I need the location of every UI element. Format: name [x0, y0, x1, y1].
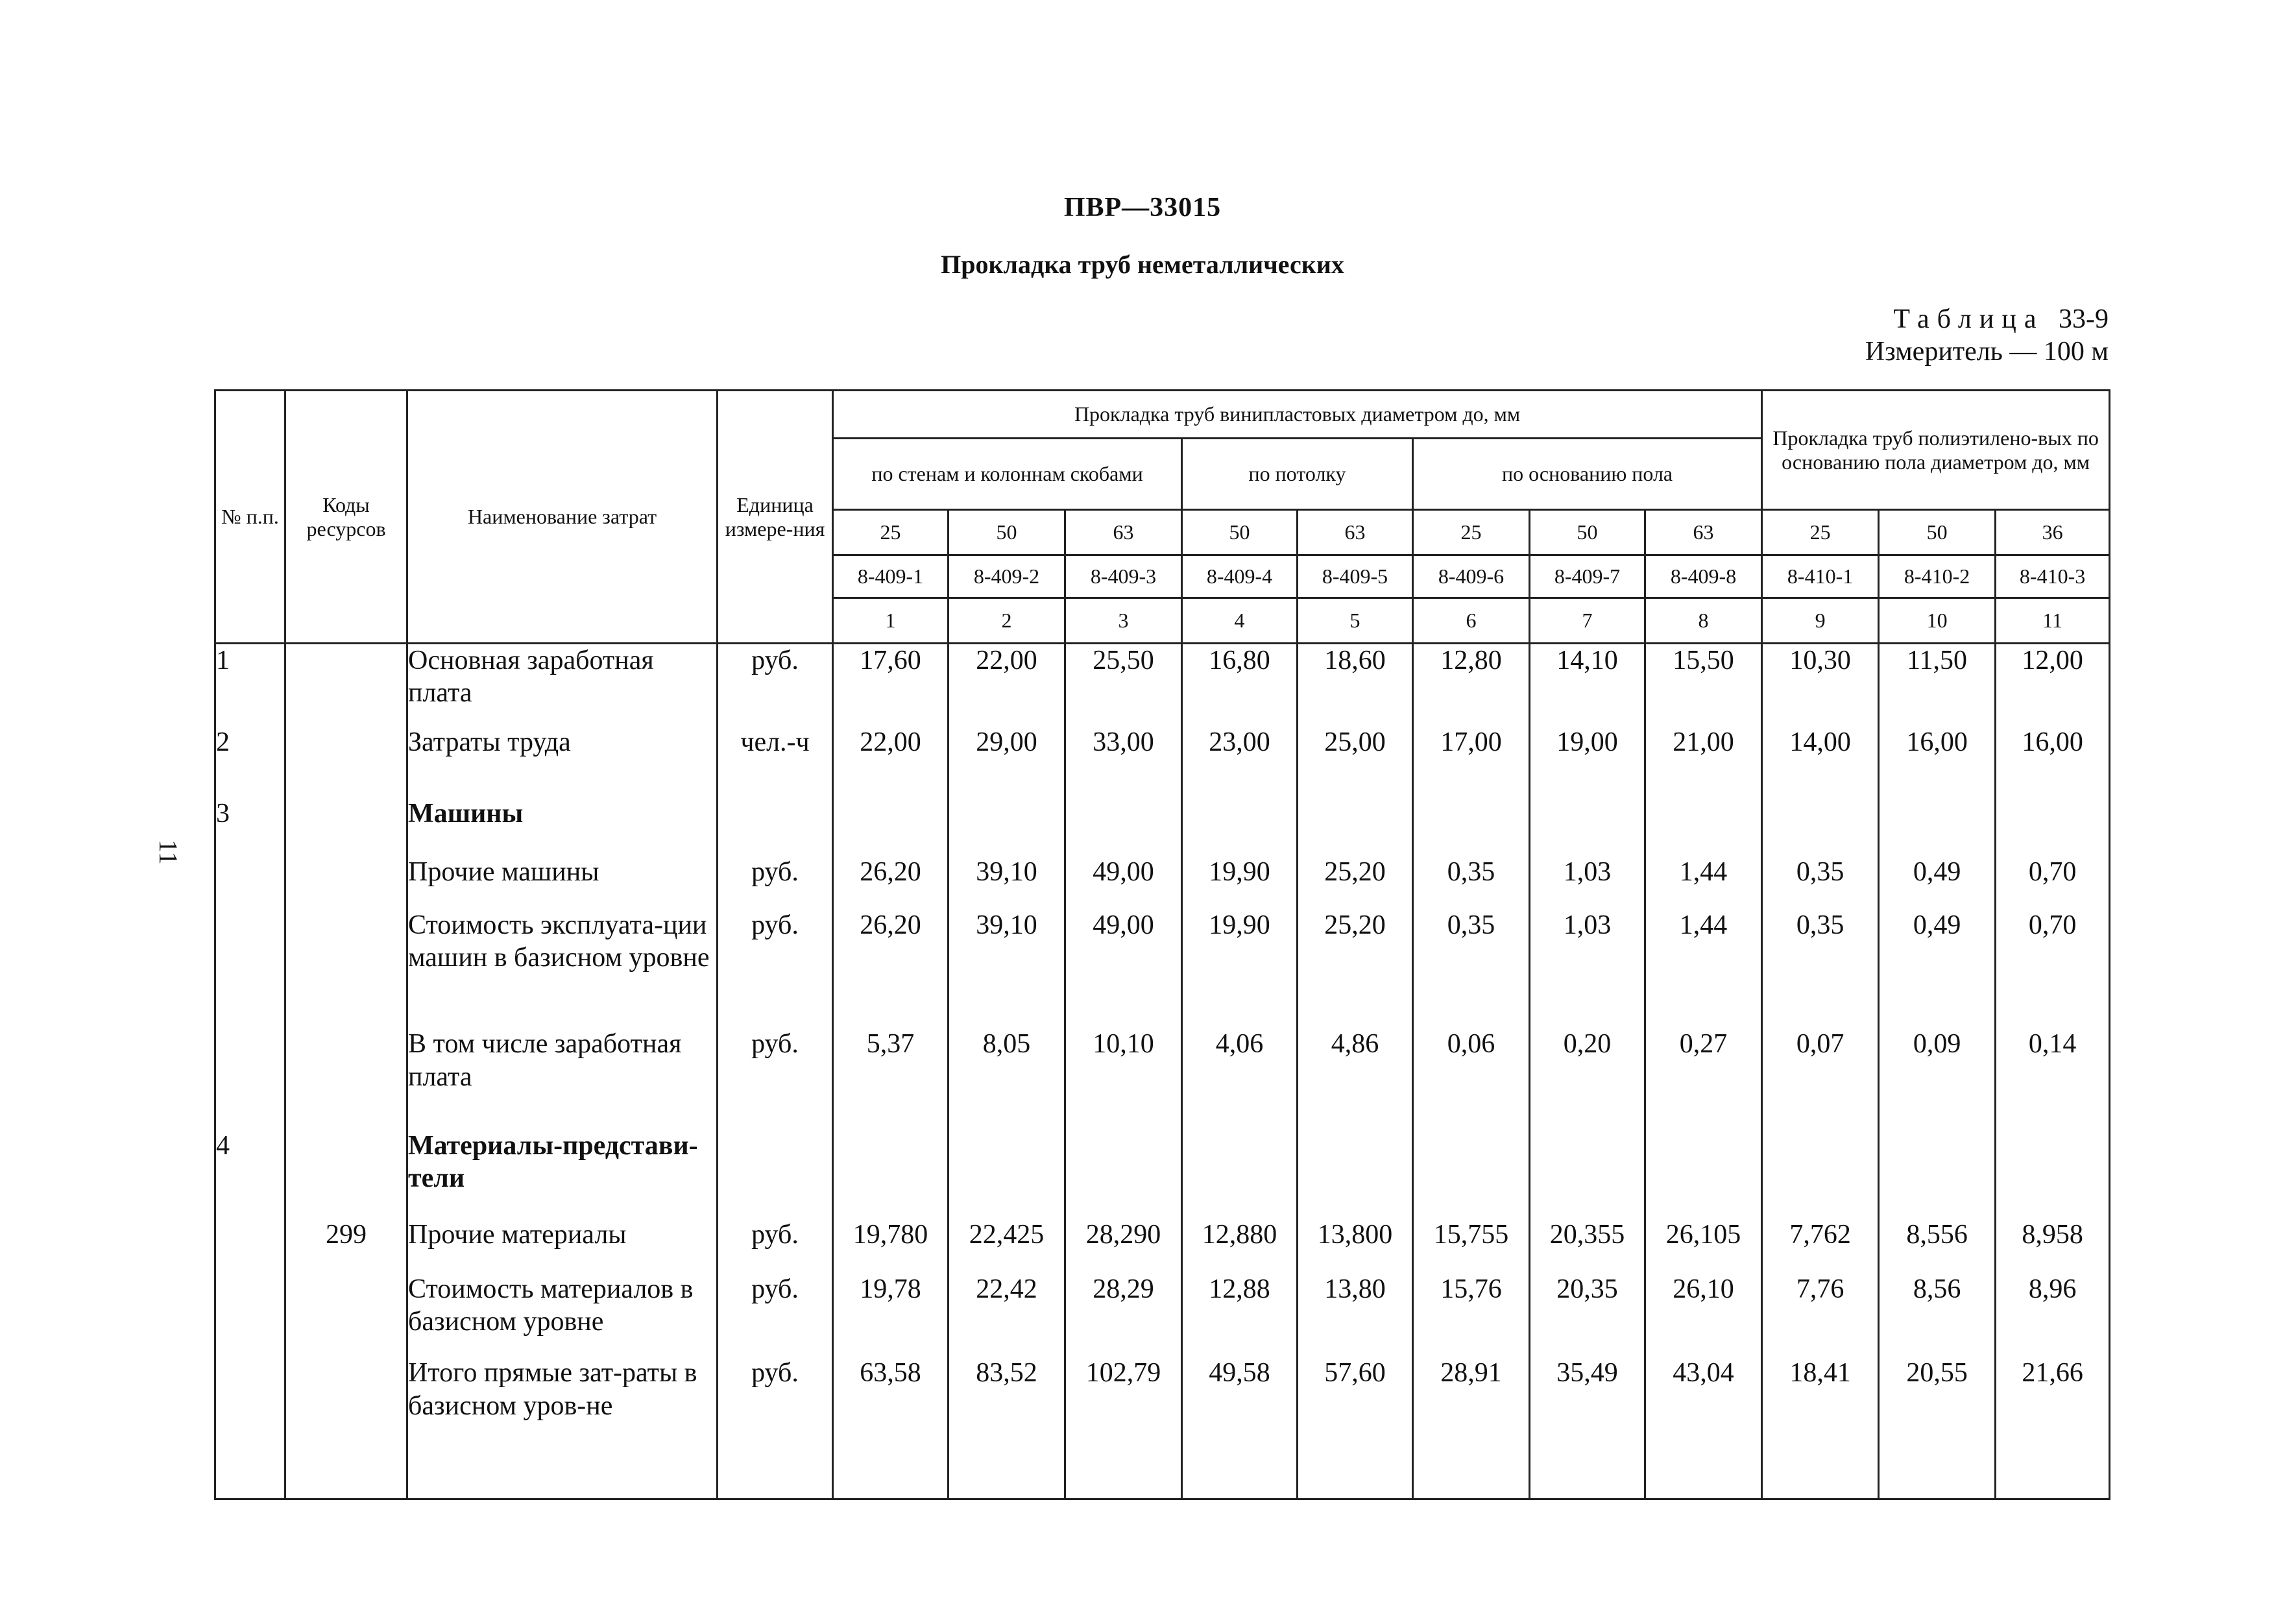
value-cell: 43,04	[1645, 1357, 1762, 1499]
value-cell: 39,10	[949, 909, 1065, 1028]
value-cell: 16,00	[1996, 726, 2110, 798]
unit-cell: руб.	[718, 909, 833, 1028]
resource-code-cell	[285, 1273, 407, 1357]
resource-code-cell	[285, 726, 407, 798]
table-header	[215, 391, 2110, 644]
cost-table	[214, 389, 2110, 1500]
document-title: Прокладка труб неметаллических	[941, 250, 1344, 279]
cost-name-cell: Основная заработная плата	[407, 644, 718, 726]
value-cell: 12,88	[1182, 1273, 1298, 1357]
value-cell	[1645, 797, 1762, 856]
table-row	[215, 1028, 2110, 1130]
value-cell: 28,290	[1065, 1218, 1182, 1272]
cost-name-cell: Прочие машины	[407, 856, 718, 908]
value-cell: 19,90	[1182, 856, 1298, 908]
value-cell: 29,00	[949, 726, 1065, 798]
diameter-cell: 36	[1996, 510, 2110, 555]
cost-name-cell: Итого прямые зат-раты в базисном уров-не	[407, 1357, 718, 1499]
value-cell: 28,91	[1413, 1357, 1530, 1499]
unit-cell: руб.	[718, 644, 833, 726]
resource-code-cell	[285, 1130, 407, 1219]
value-cell: 22,425	[949, 1218, 1065, 1272]
group-header-poly: Прокладка труб полиэтилено-вых по основанию пола диаметром до, мм	[1762, 391, 2110, 510]
norm-code-cell: 8-409-7	[1530, 555, 1645, 598]
value-cell: 18,41	[1762, 1357, 1879, 1499]
column-number-cell: 2	[949, 598, 1065, 644]
column-number-cell: 5	[1298, 598, 1413, 644]
value-cell: 7,762	[1762, 1218, 1879, 1272]
value-cell: 8,96	[1996, 1273, 2110, 1357]
value-cell: 5,37	[833, 1028, 949, 1130]
resource-code-cell	[285, 797, 407, 856]
value-cell: 17,60	[833, 644, 949, 726]
unit-cell: руб.	[718, 856, 833, 908]
value-cell: 22,00	[833, 726, 949, 798]
value-cell	[1298, 1130, 1413, 1219]
table-number-value: 33-9	[2059, 304, 2109, 334]
value-cell: 13,80	[1298, 1273, 1413, 1357]
norm-code-cell: 8-409-6	[1413, 555, 1530, 598]
value-cell: 25,20	[1298, 856, 1413, 908]
table-row	[215, 1273, 2110, 1357]
value-cell: 25,00	[1298, 726, 1413, 798]
table-row	[215, 644, 2110, 726]
cost-name-cell: Затраты труда	[407, 726, 718, 798]
value-cell: 19,90	[1182, 909, 1298, 1028]
resource-code-cell	[285, 856, 407, 908]
value-cell	[1645, 1130, 1762, 1219]
value-cell	[1530, 1130, 1645, 1219]
norm-code-cell: 8-410-2	[1879, 555, 1996, 598]
norm-code-cell: 8-409-1	[833, 555, 949, 598]
measure-unit: Измеритель — 100 м	[1865, 337, 2109, 367]
value-cell: 25,50	[1065, 644, 1182, 726]
col-header-no: № п.п.	[215, 391, 285, 644]
resource-code-cell	[285, 1357, 407, 1499]
value-cell: 49,58	[1182, 1357, 1298, 1499]
column-number-cell: 8	[1645, 598, 1762, 644]
page-number: 11	[153, 840, 183, 865]
column-number-cell: 1	[833, 598, 949, 644]
table-row	[215, 856, 2110, 908]
column-number-cell: 3	[1065, 598, 1182, 644]
value-cell	[1182, 1130, 1298, 1219]
value-cell	[1762, 1130, 1879, 1219]
value-cell: 35,49	[1530, 1357, 1645, 1499]
diameter-cell: 63	[1645, 510, 1762, 555]
diameter-cell: 25	[1413, 510, 1530, 555]
resource-code-cell	[285, 909, 407, 1028]
value-cell: 0,14	[1996, 1028, 2110, 1130]
norm-code-cell: 8-410-1	[1762, 555, 1879, 598]
value-cell	[1065, 1130, 1182, 1219]
value-cell: 19,78	[833, 1273, 949, 1357]
table-row	[215, 1130, 2110, 1219]
column-number-cell: 9	[1762, 598, 1879, 644]
value-cell	[1996, 797, 2110, 856]
table-number	[1893, 304, 2109, 335]
table-row	[215, 726, 2110, 798]
row-index-cell	[215, 1273, 285, 1357]
value-cell: 0,07	[1762, 1028, 1879, 1130]
value-cell: 0,35	[1413, 909, 1530, 1028]
value-cell: 0,06	[1413, 1028, 1530, 1130]
value-cell: 20,355	[1530, 1218, 1645, 1272]
value-cell	[1413, 1130, 1530, 1219]
diameter-cell: 50	[949, 510, 1065, 555]
value-cell: 0,49	[1879, 856, 1996, 908]
value-cell: 11,50	[1879, 644, 1996, 726]
unit-cell	[718, 1130, 833, 1219]
column-number-cell: 4	[1182, 598, 1298, 644]
row-index-cell	[215, 909, 285, 1028]
value-cell: 8,556	[1879, 1218, 1996, 1272]
value-cell: 15,50	[1645, 644, 1762, 726]
row-index-cell	[215, 1357, 285, 1499]
value-cell	[1879, 797, 1996, 856]
value-cell: 14,10	[1530, 644, 1645, 726]
table-number-label: Таблица	[1893, 304, 2044, 334]
value-cell: 102,79	[1065, 1357, 1182, 1499]
row-index-cell: 1	[215, 644, 285, 726]
col-header-unit: Единица измере-ния	[718, 391, 833, 644]
cost-name-cell: Стоимость материалов в базисном уровне	[407, 1273, 718, 1357]
value-cell: 26,20	[833, 909, 949, 1028]
norm-code-cell: 8-409-8	[1645, 555, 1762, 598]
unit-cell: руб.	[718, 1218, 833, 1272]
value-cell	[1182, 797, 1298, 856]
value-cell: 21,66	[1996, 1357, 2110, 1499]
value-cell: 19,780	[833, 1218, 949, 1272]
value-cell	[1413, 797, 1530, 856]
value-cell: 28,29	[1065, 1273, 1182, 1357]
value-cell: 63,58	[833, 1357, 949, 1499]
value-cell: 0,35	[1762, 856, 1879, 908]
row-index-cell	[215, 856, 285, 908]
norm-code-cell: 8-409-4	[1182, 555, 1298, 598]
table-row	[215, 909, 2110, 1028]
resource-code-cell	[285, 1028, 407, 1130]
subgroup-header-walls: по стенам и колоннам скобами	[833, 439, 1182, 510]
value-cell: 17,00	[1413, 726, 1530, 798]
diameter-cell: 63	[1065, 510, 1182, 555]
value-cell: 83,52	[949, 1357, 1065, 1499]
value-cell: 20,55	[1879, 1357, 1996, 1499]
norm-code-cell: 8-409-5	[1298, 555, 1413, 598]
value-cell: 20,35	[1530, 1273, 1645, 1357]
diameter-cell: 25	[833, 510, 949, 555]
col-header-name: Наименование затрат	[407, 391, 718, 644]
table-body	[215, 644, 2110, 1499]
norm-code-cell: 8-410-3	[1996, 555, 2110, 598]
resource-code-cell: 299	[285, 1218, 407, 1272]
value-cell: 8,05	[949, 1028, 1065, 1130]
value-cell: 19,00	[1530, 726, 1645, 798]
value-cell: 26,10	[1645, 1273, 1762, 1357]
value-cell: 16,00	[1879, 726, 1996, 798]
cost-name-cell: Прочие материалы	[407, 1218, 718, 1272]
table-row	[215, 1357, 2110, 1499]
column-number-cell: 10	[1879, 598, 1996, 644]
col-header-codes: Коды ресурсов	[285, 391, 407, 644]
value-cell: 0,27	[1645, 1028, 1762, 1130]
group-header-vinyl: Прокладка труб винипластовых диаметром до, мм	[833, 391, 1762, 439]
value-cell: 4,86	[1298, 1028, 1413, 1130]
value-cell: 8,958	[1996, 1218, 2110, 1272]
value-cell: 10,10	[1065, 1028, 1182, 1130]
diameter-cell: 25	[1762, 510, 1879, 555]
row-index-cell: 2	[215, 726, 285, 798]
value-cell	[949, 1130, 1065, 1219]
row-index-cell: 3	[215, 797, 285, 856]
value-cell: 1,03	[1530, 909, 1645, 1028]
value-cell: 0,70	[1996, 856, 2110, 908]
value-cell: 26,20	[833, 856, 949, 908]
value-cell: 16,80	[1182, 644, 1298, 726]
value-cell	[1530, 797, 1645, 856]
value-cell: 0,35	[1762, 909, 1879, 1028]
row-index-cell	[215, 1028, 285, 1130]
value-cell: 1,03	[1530, 856, 1645, 908]
table-row	[215, 1218, 2110, 1272]
cost-name-cell: В том числе заработная плата	[407, 1028, 718, 1130]
unit-cell	[718, 797, 833, 856]
value-cell: 21,00	[1645, 726, 1762, 798]
value-cell	[833, 1130, 949, 1219]
value-cell: 26,105	[1645, 1218, 1762, 1272]
value-cell: 33,00	[1065, 726, 1182, 798]
value-cell	[1996, 1130, 2110, 1219]
diameter-cell: 50	[1879, 510, 1996, 555]
value-cell: 0,35	[1413, 856, 1530, 908]
value-cell: 0,20	[1530, 1028, 1645, 1130]
value-cell: 49,00	[1065, 856, 1182, 908]
value-cell	[1065, 797, 1182, 856]
row-index-cell: 4	[215, 1130, 285, 1219]
unit-cell: руб.	[718, 1357, 833, 1499]
value-cell	[949, 797, 1065, 856]
value-cell: 12,880	[1182, 1218, 1298, 1272]
value-cell: 12,00	[1996, 644, 2110, 726]
value-cell: 14,00	[1762, 726, 1879, 798]
unit-cell: руб.	[718, 1028, 833, 1130]
value-cell: 18,60	[1298, 644, 1413, 726]
value-cell: 0,49	[1879, 909, 1996, 1028]
diameter-cell: 63	[1298, 510, 1413, 555]
value-cell: 23,00	[1182, 726, 1298, 798]
value-cell: 57,60	[1298, 1357, 1413, 1499]
diameter-cell: 50	[1182, 510, 1298, 555]
unit-cell: руб.	[718, 1273, 833, 1357]
value-cell: 4,06	[1182, 1028, 1298, 1130]
cost-name-cell: Машины	[407, 797, 718, 856]
column-number-cell: 7	[1530, 598, 1645, 644]
value-cell: 10,30	[1762, 644, 1879, 726]
cost-name-cell: Материалы-представи-тели	[407, 1130, 718, 1219]
value-cell: 1,44	[1645, 909, 1762, 1028]
value-cell	[833, 797, 949, 856]
subgroup-header-ceiling: по потолку	[1182, 439, 1413, 510]
row-index-cell	[215, 1218, 285, 1272]
value-cell: 39,10	[949, 856, 1065, 908]
unit-cell: чел.-ч	[718, 726, 833, 798]
value-cell: 7,76	[1762, 1273, 1879, 1357]
value-cell: 1,44	[1645, 856, 1762, 908]
value-cell: 49,00	[1065, 909, 1182, 1028]
norm-code-cell: 8-409-2	[949, 555, 1065, 598]
value-cell: 22,00	[949, 644, 1065, 726]
value-cell: 15,76	[1413, 1273, 1530, 1357]
value-cell	[1879, 1130, 1996, 1219]
subgroup-header-floor: по основанию пола	[1413, 439, 1762, 510]
value-cell	[1762, 797, 1879, 856]
value-cell	[1298, 797, 1413, 856]
document-code: ПВР—33015	[1063, 193, 1222, 223]
norm-code-cell: 8-409-3	[1065, 555, 1182, 598]
resource-code-cell	[285, 644, 407, 726]
value-cell: 22,42	[949, 1273, 1065, 1357]
value-cell: 15,755	[1413, 1218, 1530, 1272]
value-cell: 25,20	[1298, 909, 1413, 1028]
value-cell: 0,70	[1996, 909, 2110, 1028]
cost-name-cell: Стоимость эксплуата-ции машин в базисном уровне	[407, 909, 718, 1028]
value-cell: 8,56	[1879, 1273, 1996, 1357]
value-cell: 13,800	[1298, 1218, 1413, 1272]
column-number-cell: 11	[1996, 598, 2110, 644]
table-row	[215, 797, 2110, 856]
diameter-cell: 50	[1530, 510, 1645, 555]
column-number-cell: 6	[1413, 598, 1530, 644]
value-cell: 0,09	[1879, 1028, 1996, 1130]
value-cell: 12,80	[1413, 644, 1530, 726]
